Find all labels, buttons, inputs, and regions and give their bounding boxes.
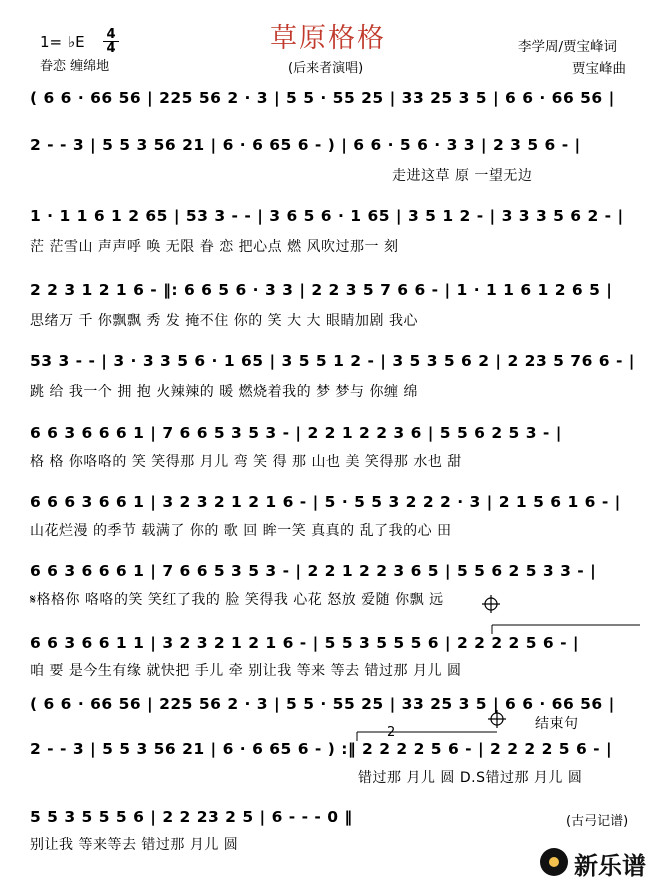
notation-row-6: 6 6 3 6 6 6 1 | 7 6 6 5 3 5 3 - | 2 2 1 2 2 3 6 | 5 5 6 2 5 3 - | xyxy=(30,424,562,442)
coda-icon xyxy=(482,595,500,613)
notation-row-2: 2 - - 3 | 5 5 3 56 21 | 6 · 6 65 6 - ) | 6 6 · 5 6 · 3 3 | 2 3 5 6 - | xyxy=(30,136,581,154)
notation-row-12: 5 5 3 5 5 5 6 | 2 2 23 2 5 | 6 - - - 0 ‖ xyxy=(30,808,353,826)
key-signature: ♭E xyxy=(68,33,85,51)
lyrics-row-11: 错过那 月儿 圆 D.S错过那 月儿 圆 xyxy=(358,770,583,786)
lyrics-row-7: 山花烂漫 的季节 载满了 你的 歌 回 眸一笑 真真的 乱了我的心 田 xyxy=(30,523,452,539)
lyrics-row-6: 格 格 你咯咯的 笑 笑得那 月儿 弯 笑 得 那 山也 美 笑得那 水也 甜 xyxy=(30,454,462,470)
song-title: 草原格格 xyxy=(270,23,386,54)
notation-row-5: 53 3 - - | 3 · 3 3 5 6 · 1 65 | 3 5 5 1 2 - | 3 5 3 5 6 2 | 2 23 5 76 6 - | xyxy=(30,352,635,370)
notation-row-10: ( 6 6 · 66 56 | 225 56 2 · 3 | 5 5 · 55 25 | 33 25 3 5 | 6 6 · 66 56 | xyxy=(30,695,615,713)
coda-icon-ending xyxy=(488,710,506,728)
coda-label: 结束句 xyxy=(535,716,579,732)
key-prefix: 1= xyxy=(40,33,63,51)
notation-row-4: 2 2 3 1 2 1 6 - ‖: 6 6 5 6 · 3 3 | 2 2 3 5 7 6 6 - | 1 · 1 1 6 1 2 6 5 | xyxy=(30,281,613,299)
transcriber-credit: (古弓记谱) xyxy=(566,814,629,829)
meter-bottom: 4 xyxy=(103,41,119,55)
meter-top: 4 xyxy=(106,27,116,42)
lyricist-credit: 李学周/贾宝峰词 xyxy=(518,39,618,55)
lyrics-row-9: 咱 要 是今生有缘 就快把 手儿 牵 别让我 等来 等去 错过那 月儿 圆 xyxy=(30,663,462,679)
lyrics-row-4: 思绪万 千 你飘飘 秀 发 掩不住 你的 笑 大 大 眼睛加剧 我心 xyxy=(30,313,418,329)
notation-row-1: ( 6 6 · 66 56 | 225 56 2 · 3 | 5 5 · 55 25 | 33 25 3 5 | 6 6 · 66 56 | xyxy=(30,89,615,107)
notation-row-11: 2 - - 3 | 5 5 3 56 21 | 6 · 6 65 6 - ) :‖ 2 2 2 2 5 6 - | 2 2 2 2 5 6 - | xyxy=(30,740,613,758)
performance-mood: 眷恋 缠绵地 xyxy=(40,59,110,74)
volta-number: 2 xyxy=(387,725,396,740)
composer-credit: 贾宝峰曲 xyxy=(572,61,626,77)
lyrics-row-5: 跳 给 我一个 拥 抱 火辣辣的 暖 燃烧着我的 梦 梦与 你缠 绵 xyxy=(30,384,418,400)
lyrics-row-8: 𝄋格格你 咯咯的笑 笑红了我的 脸 笑得我 心花 怒放 爱随 你飘 远 xyxy=(30,592,444,608)
site-logo xyxy=(540,846,665,880)
lyrics-row-12: 别让我 等来等去 错过那 月儿 圆 xyxy=(30,837,239,853)
notation-row-3: 1 · 1 1 6 1 2 65 | 53 3 - - | 3 6 5 6 · 1 65 | 3 5 1 2 - | 3 3 3 5 6 2 - | xyxy=(30,207,624,225)
record-disc-icon xyxy=(540,848,568,876)
notation-row-7: 6 6 6 3 6 6 1 | 3 2 3 2 1 2 1 6 - | 5 · 5 5 3 2 2 2 · 3 | 2 1 5 6 1 6 - | xyxy=(30,493,621,511)
lyrics-row-3: 茫 茫雪山 声声呼 唤 无限 眷 恋 把心点 燃 风吹过那一 刻 xyxy=(30,239,399,255)
logo-text: 新乐谱 xyxy=(574,852,646,880)
lyrics-row-2: 走进这草 原 一望无边 xyxy=(392,168,533,184)
notation-row-9: 6 6 3 6 6 1 1 | 3 2 3 2 1 2 1 6 - | 5 5 3 5 5 5 6 | 2 2 2 2 5 6 - | xyxy=(30,634,580,652)
notation-row-8: 6 6 3 6 6 6 1 | 7 6 6 5 3 5 3 - | 2 2 1 2 2 3 6 5 | 5 5 6 2 5 3 3 - | xyxy=(30,562,597,580)
singer-note: (后来者演唱) xyxy=(288,61,364,76)
